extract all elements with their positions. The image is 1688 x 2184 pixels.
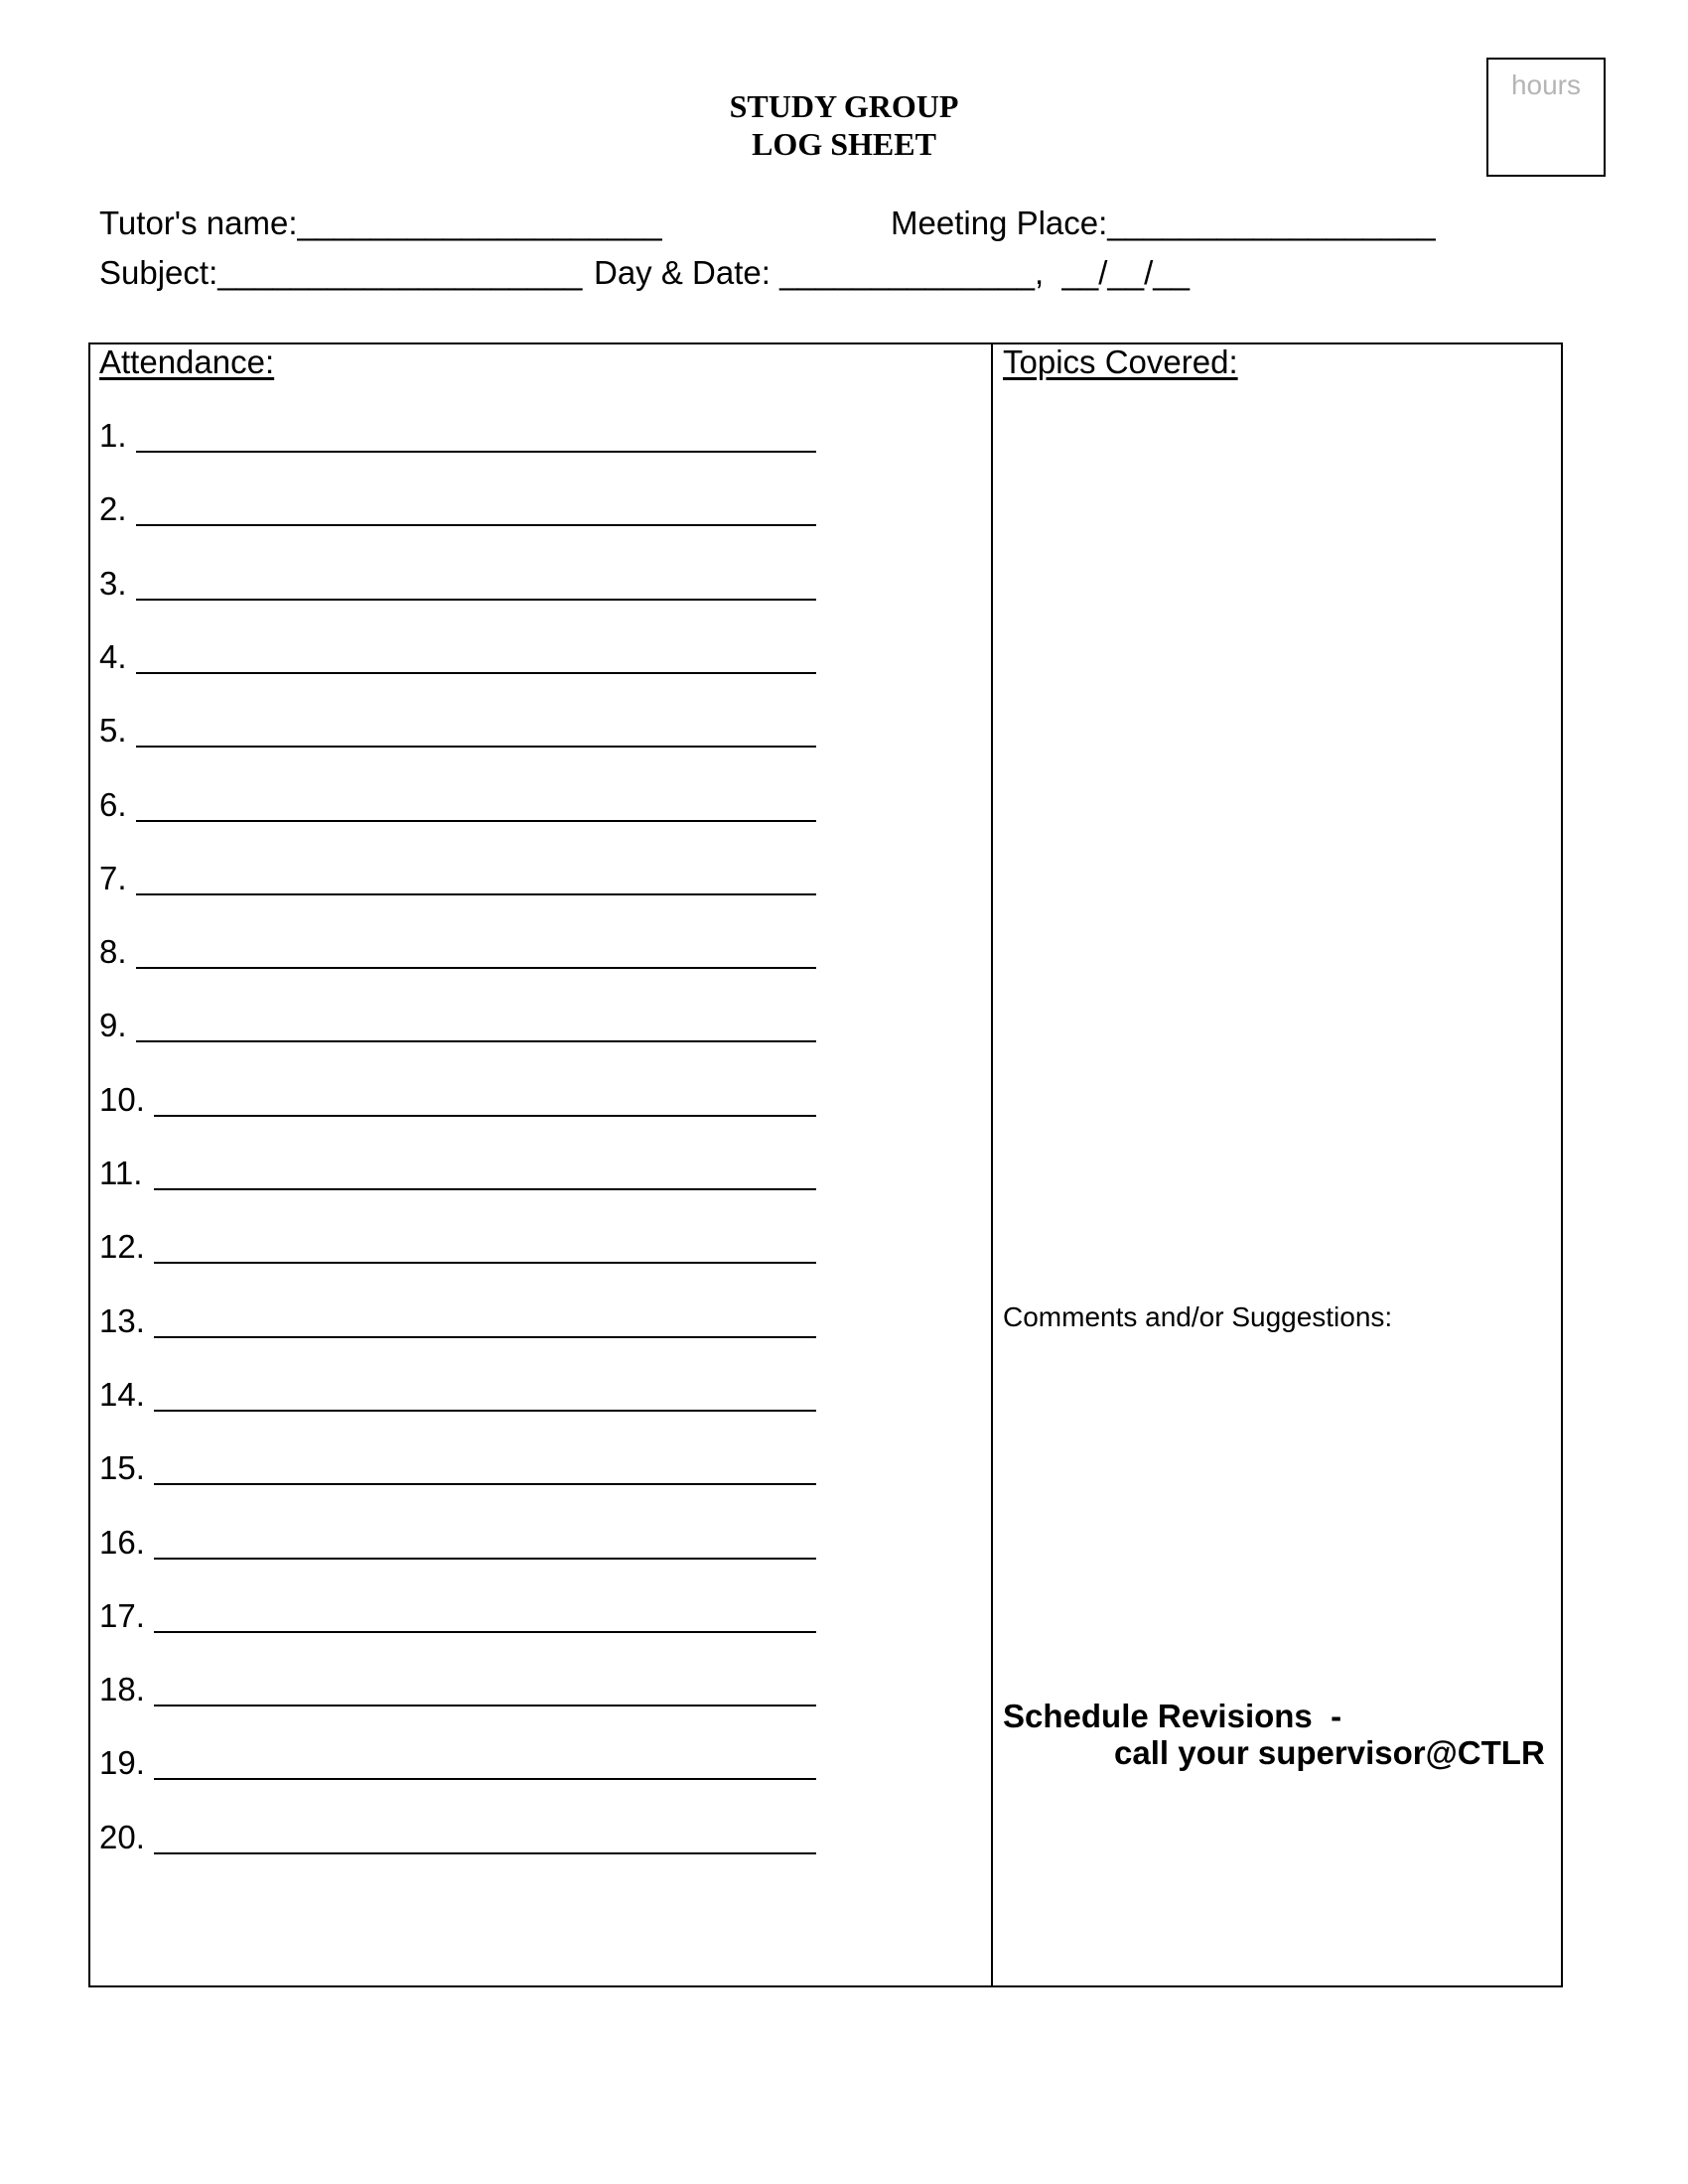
attendance-name-line[interactable] (136, 1040, 816, 1042)
attendance-row-number: 2. (99, 490, 127, 528)
attendance-name-line[interactable] (154, 1115, 816, 1117)
attendance-row-number: 17. (99, 1596, 145, 1634)
title-line-2: LOG SHEET (752, 126, 936, 162)
subject-field[interactable]: Subject:____________________ (99, 254, 583, 291)
attendance-name-line[interactable] (136, 524, 816, 526)
attendance-name-line[interactable] (154, 1336, 816, 1338)
attendance-name-line[interactable] (154, 1262, 816, 1264)
attendance-row-number: 3. (99, 564, 127, 602)
attendance-row-number: 16. (99, 1523, 145, 1561)
attendance-row-number: 4. (99, 637, 127, 675)
attendance-row-number: 7. (99, 859, 127, 896)
attendance-row-number: 8. (99, 933, 127, 971)
attendance-name-line[interactable] (136, 672, 816, 674)
attendance-name-line[interactable] (154, 1705, 816, 1706)
attendance-row-number: 13. (99, 1301, 145, 1339)
attendance-row-number: 9. (99, 1007, 127, 1044)
schedule-revisions-line-1: Schedule Revisions - (1003, 1698, 1342, 1734)
attendance-row-number: 1. (99, 417, 127, 454)
attendance-name-line[interactable] (136, 746, 816, 748)
attendance-name-line[interactable] (154, 1188, 816, 1190)
attendance-row-number: 14. (99, 1375, 145, 1413)
attendance-row-number: 20. (99, 1818, 145, 1855)
attendance-name-line[interactable] (136, 599, 816, 601)
attendance-name-line[interactable] (154, 1558, 816, 1560)
attendance-name-line[interactable] (136, 967, 816, 969)
attendance-row-number: 12. (99, 1228, 145, 1266)
hours-label: hours (1510, 69, 1582, 100)
attendance-row-number: 19. (99, 1744, 145, 1782)
meeting-place-field[interactable]: Meeting Place:__________________ (891, 205, 1436, 241)
attendance-row-number: 10. (99, 1080, 145, 1118)
attendance-name-line[interactable] (154, 1852, 816, 1854)
comments-label: Comments and/or Suggestions: (1003, 1301, 1393, 1332)
attendance-row-number: 5. (99, 712, 127, 750)
attendance-name-line[interactable] (154, 1483, 816, 1485)
attendance-row-number: 18. (99, 1671, 145, 1708)
topics-covered-heading: Topics Covered: (1003, 343, 1238, 380)
schedule-revisions-line-2: call your supervisor@CTLR (1114, 1734, 1545, 1771)
attendance-name-line[interactable] (136, 893, 816, 895)
attendance-heading: Attendance: (99, 343, 275, 380)
attendance-row-number: 15. (99, 1449, 145, 1487)
attendance-row-number: 6. (99, 785, 127, 823)
day-date-field[interactable]: Day & Date: ______________, __/__/__ (594, 254, 1190, 291)
attendance-name-line[interactable] (136, 820, 816, 822)
attendance-name-line[interactable] (136, 451, 816, 453)
attendance-row-number: 11. (99, 1155, 143, 1191)
attendance-name-line[interactable] (154, 1410, 816, 1412)
column-divider (991, 342, 993, 1987)
attendance-name-line[interactable] (154, 1631, 816, 1633)
attendance-name-line[interactable] (154, 1778, 816, 1780)
title-line-1: STUDY GROUP (729, 88, 959, 124)
tutor-name-field[interactable]: Tutor's name:____________________ (99, 205, 662, 241)
